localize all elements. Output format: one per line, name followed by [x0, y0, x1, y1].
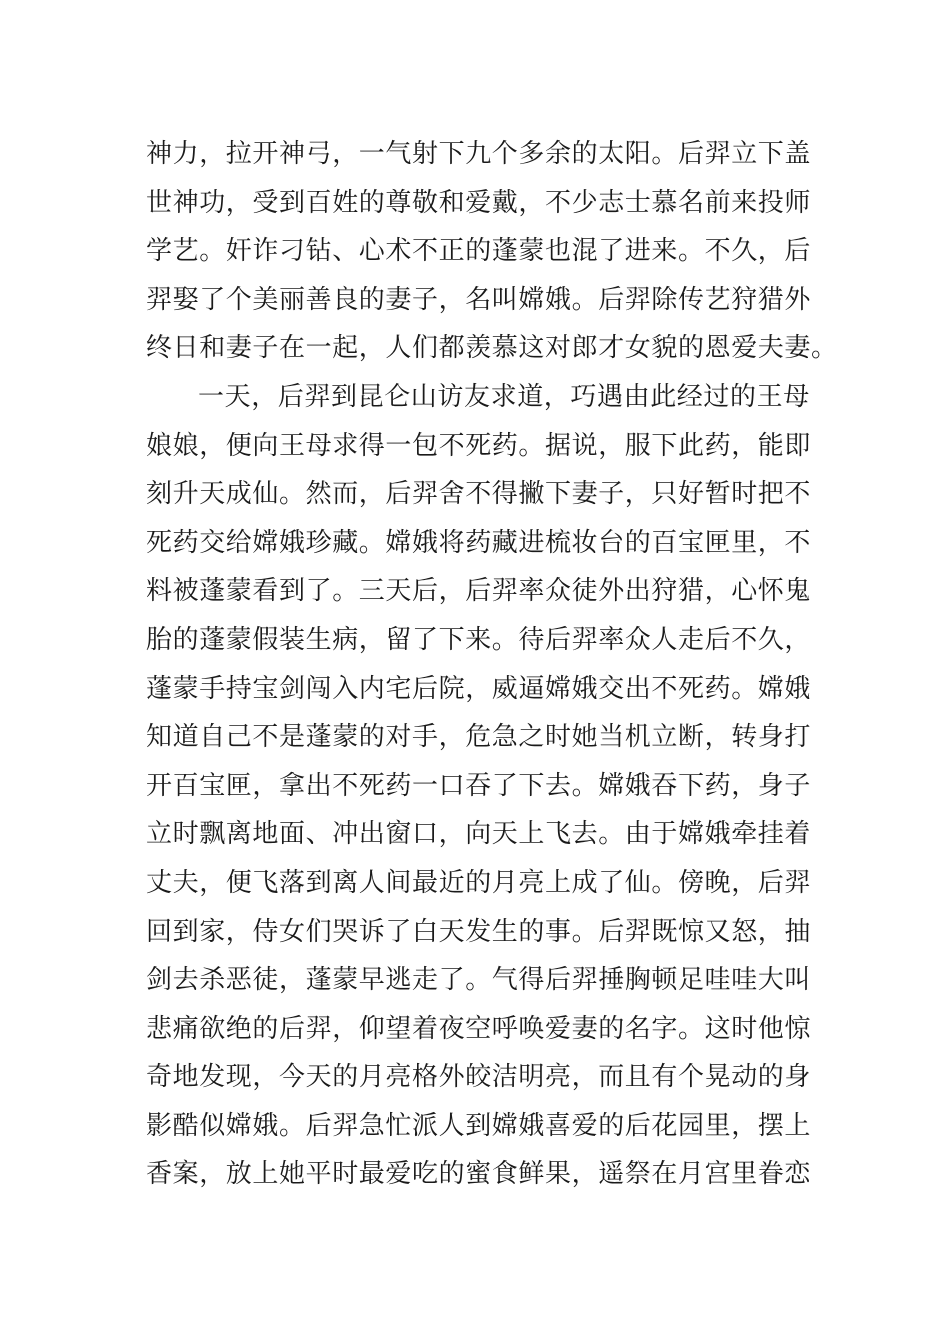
text-line: 神力，拉开神弓，一气射下九个多余的太阳。后羿立下盖: [146, 139, 812, 169]
text-line: 蓬蒙手持宝剑闯入内宅后院，威逼嫦娥交出不死药。嫦娥: [146, 673, 812, 704]
text-line: 世神功，受到百姓的尊敬和爱戴，不少志士慕名前来投师: [146, 187, 812, 218]
text-line: 影酷似嫦娥。后羿急忙派人到嫦娥喜爱的后花园里，摆上: [146, 1110, 812, 1141]
text-line: 死药交给嫦娥珍藏。嫦娥将药藏进梳妆台的百宝匣里，不: [146, 527, 812, 558]
text-line: 学艺。奸诈刁钻、心术不正的蓬蒙也混了进来。不久，后: [146, 236, 812, 267]
text-line: 剑去杀恶徒，蓬蒙早逃走了。气得后羿捶胸顿足哇哇大叫: [146, 965, 812, 996]
text-line: 丈夫，便飞落到离人间最近的月亮上成了仙。傍晚，后羿: [146, 867, 812, 898]
text-line: 香案，放上她平时最爱吃的蜜食鲜果，遥祭在月宫里眷恋: [146, 1159, 812, 1190]
paragraph-start-line: 一天，后羿到昆仑山访友求道，巧遇由此经过的王母: [198, 381, 810, 412]
text-line: 悲痛欲绝的后羿，仰望着夜空呼唤爱妻的名字。这时他惊: [146, 1013, 812, 1044]
text-line: 立时飘离地面、冲出窗口，向天上飞去。由于嫦娥牵挂着: [146, 819, 812, 850]
text-line: 胎的蓬蒙假装生病，留了下来。待后羿率众人走后不久，: [146, 624, 812, 655]
text-line: 料被蓬蒙看到了。三天后，后羿率众徒外出狩猎，心怀鬼: [146, 576, 812, 607]
text-line: 回到家，侍女们哭诉了白天发生的事。后羿既惊又怒，抽: [146, 916, 812, 947]
text-line: 刻升天成仙。然而，后羿舍不得撇下妻子，只好暂时把不: [146, 479, 812, 510]
text-line: 奇地发现，今天的月亮格外皎洁明亮，而且有个晃动的身: [146, 1062, 812, 1093]
text-line: 终日和妻子在一起，人们都羡慕这对郎才女貌的恩爱夫妻。: [146, 333, 838, 364]
text-line: 开百宝匣，拿出不死药一口吞了下去。嫦娥吞下药，身子: [146, 770, 812, 801]
story-text: [146, 130, 838, 1199]
text-line: 知道自己不是蓬蒙的对手，危急之时她当机立断，转身打: [146, 722, 812, 753]
text-line: 羿娶了个美丽善良的妻子，名叫嫦娥。后羿除传艺狩猎外: [146, 284, 812, 315]
text-line: 娘娘，便向王母求得一包不死药。据说，服下此药，能即: [146, 430, 812, 461]
